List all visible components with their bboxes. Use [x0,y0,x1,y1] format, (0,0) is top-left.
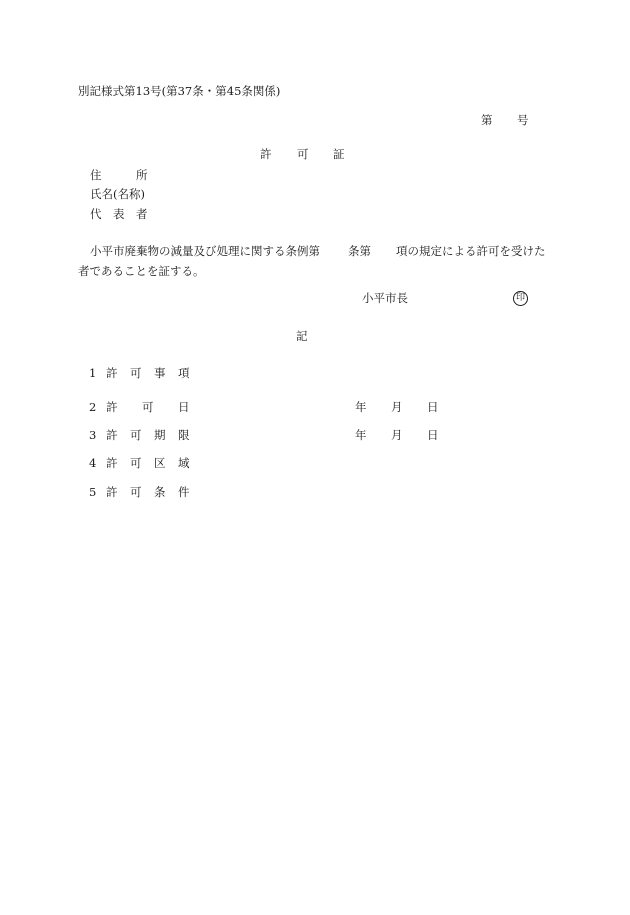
form-identifier: 別記様式第13号(第37条・第45条関係) [78,84,281,98]
representative-label-char-3: 者 [136,207,148,221]
item-3-char-1: 許 [106,428,118,442]
body-text-part-3: 項の規定による許可を受けた [396,244,546,258]
item-5-char-2: 可 [130,485,142,499]
representative-label-char-2: 表 [113,207,125,221]
item-5-char-3: 条 [154,485,166,499]
body-text-line-2: 者であることを証する。 [78,264,205,278]
issuer-title: 小平市長 [362,291,408,305]
item-1-char-2: 可 [130,366,142,380]
address-label-char-2: 所 [136,168,148,182]
item-4-number: 4 [89,456,97,470]
document-title-char-2: 可 [297,147,309,161]
name-label: 氏名(名称) [90,187,145,201]
item-4-char-4: 域 [178,456,190,470]
representative-label-char-1: 代 [90,207,102,221]
item-5-number: 5 [89,485,97,499]
item-3-char-3: 期 [154,428,166,442]
item-1-char-1: 許 [106,366,118,380]
item-2-char-1: 許 [106,400,118,414]
address-label-char-1: 住 [90,168,102,182]
item-4-char-2: 可 [130,456,142,470]
item-3-char-4: 限 [178,428,190,442]
item-2-year-label: 年 [355,400,367,414]
item-3-char-2: 可 [130,428,142,442]
item-4-char-3: 区 [154,456,166,470]
item-3-day-label: 日 [427,428,439,442]
item-3-number: 3 [89,428,97,442]
item-2-day-label: 日 [427,400,439,414]
item-1-number: 1 [89,366,97,380]
item-2-char-2: 可 [142,400,154,414]
item-5-char-1: 許 [106,485,118,499]
body-text-part-1: 小平市廃棄物の減量及び処理に関する条例第 [90,244,320,258]
permit-number-go: 号 [517,113,529,127]
item-2-number: 2 [89,400,97,414]
ki-heading: 記 [296,329,308,343]
item-3-month-label: 月 [391,428,403,442]
item-2-char-3: 日 [178,400,190,414]
item-4-char-1: 許 [106,456,118,470]
item-1-char-4: 項 [178,366,190,380]
seal-mark-icon: 印 [513,291,528,306]
document-title-char-3: 証 [333,147,345,161]
item-5-char-4: 件 [178,485,190,499]
body-text-part-2: 条第 [348,244,371,258]
document-title-char-1: 許 [260,147,272,161]
item-3-year-label: 年 [355,428,367,442]
item-1-char-3: 事 [154,366,166,380]
item-2-month-label: 月 [391,400,403,414]
permit-number-dai: 第 [481,113,493,127]
